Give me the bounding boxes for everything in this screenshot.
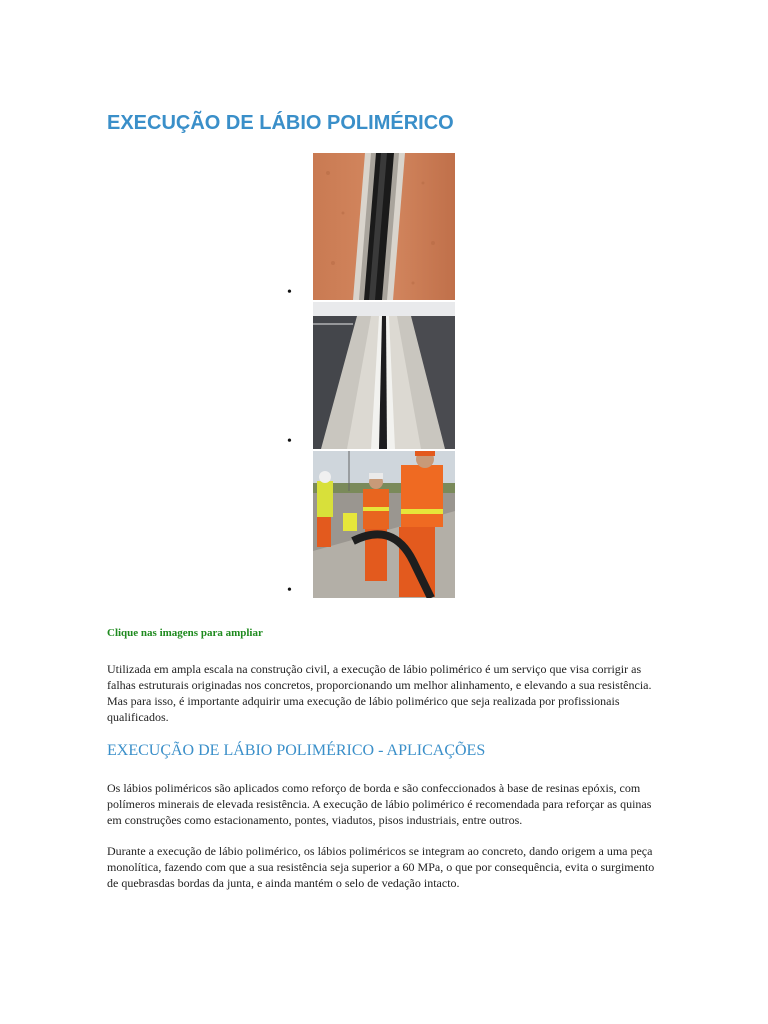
gallery-hint[interactable]: Clique nas imagens para ampliar: [107, 627, 263, 639]
image-gallery: [287, 153, 457, 600]
gallery-item: [287, 451, 457, 600]
page-title: EXECUÇÃO DE LÁBIO POLIMÉRICO: [107, 112, 454, 134]
intro-paragraph: Utilizada em ampla escala na construção civil, a execução de lábio polimérico é um serviço que visa corrigir as falhas estruturais originadas nos concretos, proporcionando um melhor alinhamento, e elevando a sua resistência. Mas para isso, é importante adquirir uma execução de lábio polimérico que seja realizada por profissionais qualificados.: [107, 662, 652, 724]
road-joint-photo[interactable]: [313, 302, 455, 449]
joint-sealant-photo[interactable]: [313, 153, 455, 300]
section-paragraph-2: Durante a execução de lábio polimérico, os lábios poliméricos se integram ao concreto, dando origem a uma peça monolítica, fazendo com que a sua resistência seja superior a 60 MPa, o que por consequência, evita o surgimento de quebrasdas bordas da junta, e ainda mantém o selo de vedação intacto.: [107, 844, 655, 890]
section-title: EXECUÇÃO DE LÁBIO POLIMÉRICO - APLICAÇÕES: [107, 742, 486, 759]
workers-photo[interactable]: [313, 451, 455, 598]
list-bullet: •: [287, 583, 292, 598]
section-paragraph-1: Os lábios poliméricos são aplicados como reforço de borda e são confeccionados à base de resinas epóxis, com polímeros minerais de elevada resistência. A execução de lábio polimérico é recomendada para reforçar as quinas em construções como estacionamento, pontes, viadutos, pisos industriais, entre outros.: [107, 781, 652, 827]
list-bullet: •: [287, 285, 292, 300]
gallery-item: [287, 302, 457, 451]
gallery-item: [287, 153, 457, 302]
list-bullet: •: [287, 434, 292, 449]
